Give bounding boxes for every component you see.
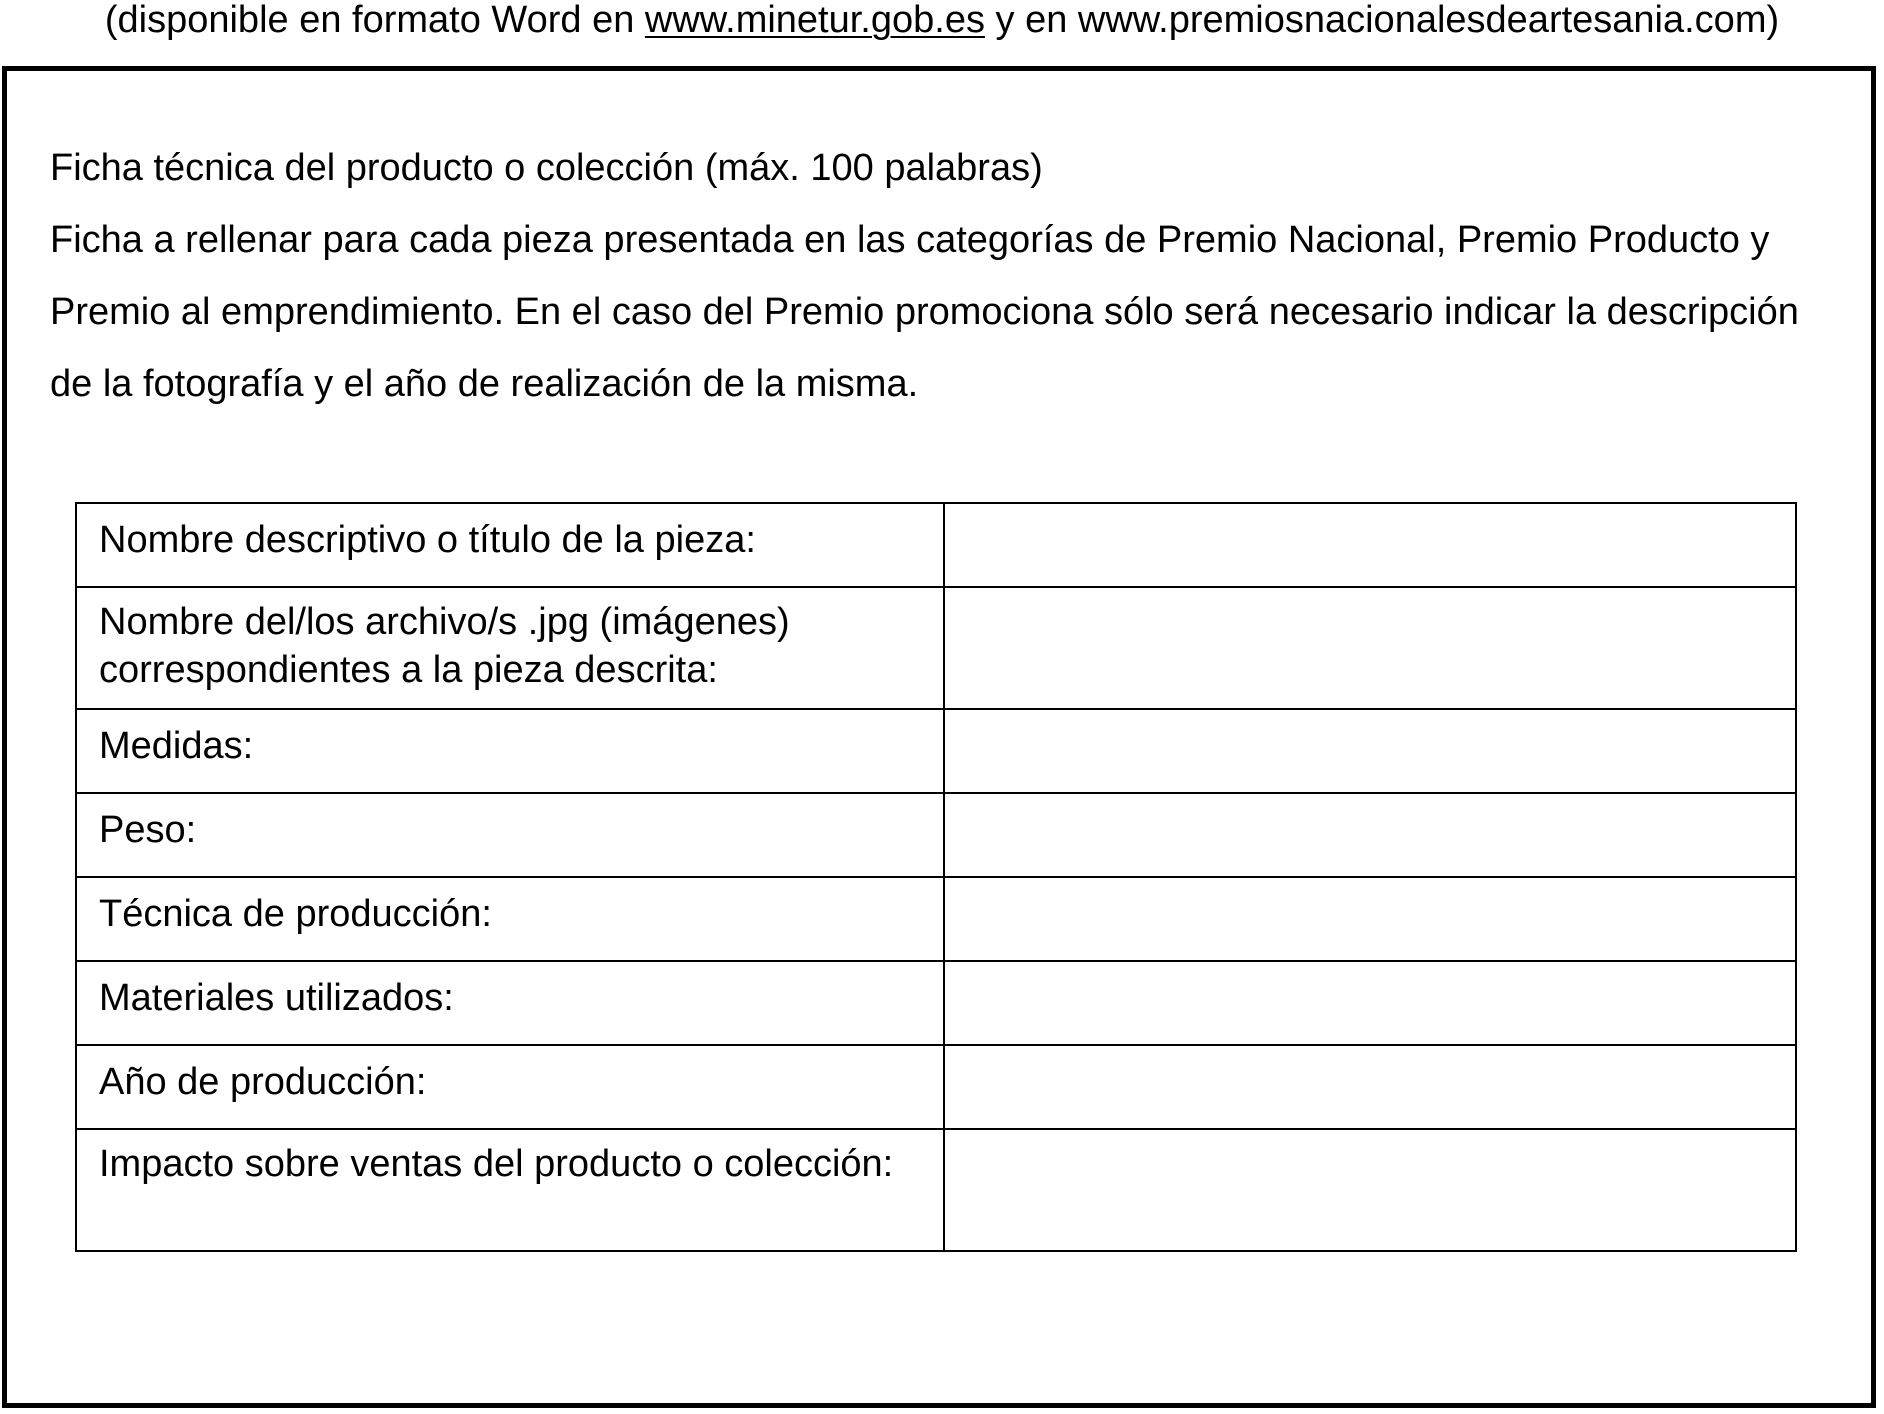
- table-row: [76, 793, 1796, 877]
- field-value-weight[interactable]: [944, 793, 1796, 877]
- table-row: [76, 709, 1796, 793]
- table-row: [76, 587, 1796, 709]
- field-label-technique: Técnica de producción:: [76, 877, 944, 961]
- field-label-materials: Materiales utilizados:: [76, 961, 944, 1045]
- product-spec-table: [75, 502, 1797, 1252]
- form-instructions: Ficha a rellenar para cada pieza presentada en las categorías de Premio Nacional, Premio Producto y Premio al emprendimiento. En el caso del Premio promociona sólo será necesario indicar la descripción de la fotografía y el año de realización de la misma.: [50, 219, 1799, 405]
- field-label-sales-impact: Impacto sobre ventas del producto o colección:: [76, 1129, 944, 1251]
- field-value-measurements[interactable]: [944, 709, 1796, 793]
- field-label-weight: Peso:: [76, 793, 944, 877]
- field-value-image-files[interactable]: [944, 587, 1796, 709]
- form-title: Ficha técnica del producto o colección (máx. 100 palabras): [50, 147, 1043, 189]
- intro-section: [50, 132, 1840, 420]
- field-label-title: Nombre descriptivo o título de la pieza:: [76, 503, 944, 587]
- field-label-year: Año de producción:: [76, 1045, 944, 1129]
- table-row: [76, 503, 1796, 587]
- field-value-sales-impact[interactable]: [944, 1129, 1796, 1251]
- availability-note-prefix: (disponible en formato Word en: [104, 0, 645, 41]
- table-row: [76, 877, 1796, 961]
- field-value-year[interactable]: [944, 1045, 1796, 1129]
- availability-note-suffix: y en www.premiosnacionalesdeartesania.com): [984, 0, 1780, 41]
- field-label-measurements: Medidas:: [76, 709, 944, 793]
- field-value-title[interactable]: [944, 503, 1796, 587]
- minetur-link[interactable]: www.minetur.gob.es: [644, 0, 985, 41]
- field-value-materials[interactable]: [944, 961, 1796, 1045]
- table-row: [76, 1129, 1796, 1251]
- table-row: [76, 961, 1796, 1045]
- table-row: [76, 1045, 1796, 1129]
- field-label-image-files: Nombre del/los archivo/s .jpg (imágenes) correspondientes a la pieza descrita:: [76, 587, 944, 709]
- availability-note: [0, 0, 1884, 46]
- field-value-technique[interactable]: [944, 877, 1796, 961]
